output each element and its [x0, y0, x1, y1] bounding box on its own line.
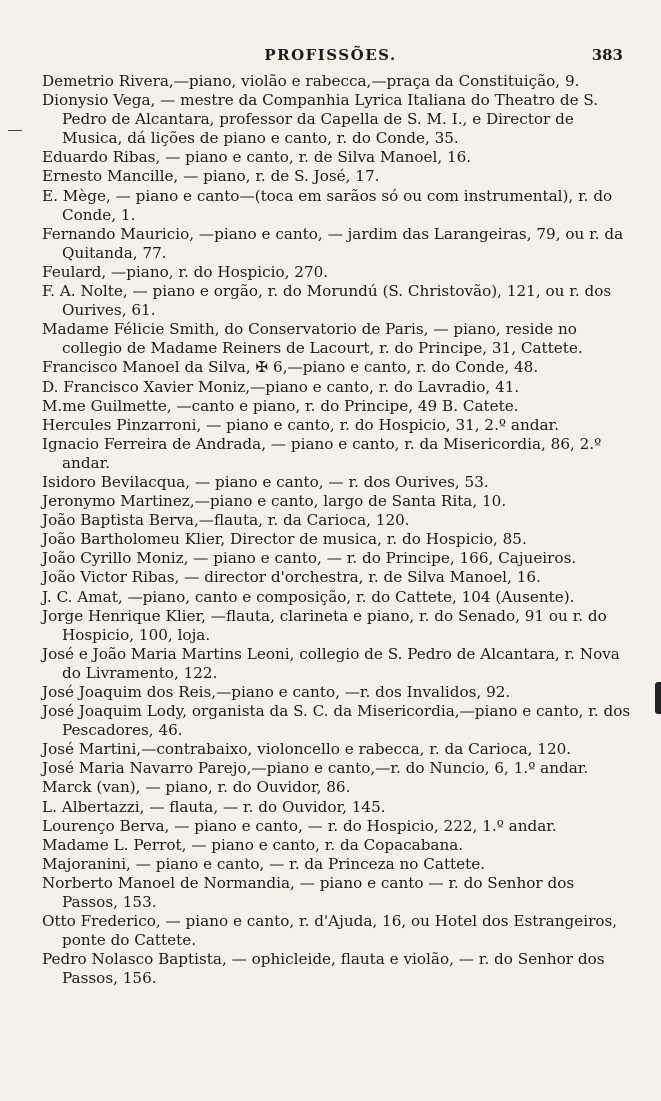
- list-item: João Bartholomeu Klier, Director de musica, r. do Hospicio, 85.: [42, 530, 527, 549]
- list-item: Eduardo Ribas, — piano e canto, r. de Silva Manoel, 16.: [42, 148, 472, 167]
- list-item: José Martini,—contrabaixo, violoncello e rabecca, r. da Carioca, 120.: [42, 740, 572, 759]
- list-item: Ignacio Ferreira de Andrada, — piano e canto, r. da Misericordia, 86, 2.º andar.: [42, 434, 602, 472]
- list-item: Fernando Mauricio, —piano e canto, — jardim das Larangeiras, 79, ou r. da Quitanda, 77.: [42, 224, 624, 262]
- list-item: Demetrio Rivera,—piano, violão e rabecca,—praça da Constituição, 9.: [42, 72, 580, 90]
- list-item: Isidoro Bevilacqua, — piano e canto, — r. dos Ourives, 53.: [42, 472, 489, 491]
- page-header: [30, 42, 631, 66]
- list-item: Otto Frederico, — piano e canto, r. d'Ajuda, 16, ou Hotel dos Estrangeiros, ponte do Cattete.: [42, 912, 618, 950]
- list-item: D. Francisco Xavier Moniz,—piano e canto, r. do Lavradio, 41.: [42, 377, 520, 396]
- list-item: João Baptista Berva,—flauta, r. da Carioca, 120.: [42, 511, 410, 530]
- list-item: José e João Maria Martins Leoni, collegio de S. Pedro de Alcantara, r. Nova do Livramento, 122.: [42, 644, 620, 682]
- list-item: João Victor Ribas, — director d'orchestra, r. de Silva Manoel, 16.: [42, 568, 541, 587]
- page-number: 383: [591, 46, 623, 64]
- list-item: J. C. Amat, —piano, canto e composição, r. do Cattete, 104 (Ausente).: [42, 587, 575, 606]
- list-item: F. A. Nolte, — piano e orgão, r. do Morundú (S. Christovão), 121, ou r. dos Ourives, 61.: [42, 282, 612, 320]
- list-item: Feulard, —piano, r. do Hospicio, 270.: [42, 262, 329, 281]
- list-item: Majoranini, — piano e canto, — r. da Princeza no Cattete.: [42, 854, 486, 873]
- list-item: Dionysio Vega, — mestre da Companhia Lyrica Italiana do Theatro de S. Pedro de Alcantara, professor da Capella de S. M. I., e Director de Musica, dá lições de piano e canto, r. do Conde, 35.: [42, 91, 599, 148]
- list-item: Jorge Henrique Klier, —flauta, clarineta e piano, r. do Senado, 91 ou r. do Hospicio, 100, loja.: [42, 606, 607, 644]
- page-edge-mark: [655, 682, 661, 714]
- list-item: E. Mège, — piano e canto—(toca em sarãos só ou com instrumental), r. do Conde, 1.: [42, 186, 613, 224]
- list-item: José Joaquim dos Reis,—piano e canto, —r. dos Invalidos, 92.: [42, 683, 511, 701]
- list-item: Madame Félicie Smith, do Conservatorio de Paris, — piano, reside no collegio de Madame Reiners de Lacourt, r. do Principe, 31, Cattete.: [42, 320, 583, 358]
- list-item: Lourenço Berva, — piano e canto, — r. do Hospicio, 222, 1.º andar.: [42, 816, 557, 835]
- list-item: Madame L. Perrot, — piano e canto, r. da Copacabana.: [42, 835, 464, 854]
- list-item: José Joaquim Lody, organista da S. C. da Misericordia,—piano e canto, r. dos Pescadores, 46.: [42, 702, 631, 740]
- list-item: Jeronymo Martinez,—piano e canto, largo de Santa Rita, 10.: [42, 492, 507, 511]
- list-item: L. Albertazzi, — flauta, — r. do Ouvidor, 145.: [42, 797, 386, 816]
- margin-mark: [8, 130, 22, 131]
- list-item: Norberto Manoel de Normandia, — piano e canto — r. do Senhor dos Passos, 153.: [42, 873, 575, 912]
- list-item: Marck (van), — piano, r. do Ouvidor, 86.: [42, 778, 351, 797]
- list-item: José Maria Navarro Parejo,—piano e canto,—r. do Nuncio, 6, 1.º andar.: [42, 759, 589, 778]
- list-item: M.me Guilmette, —canto e piano, r. do Principe, 49 B. Catete.: [42, 396, 519, 415]
- running-title: PROFISSÕES.: [264, 46, 397, 64]
- directory-entries: [30, 72, 631, 989]
- list-item: Pedro Nolasco Baptista, — ophicleide, flauta e violão, — r. do Senhor dos Passos, 156.: [42, 950, 605, 988]
- list-item: Ernesto Mancille, — piano, r. de S. José, 17.: [42, 167, 380, 186]
- list-item: Hercules Pinzarroni, — piano e canto, r. do Hospicio, 31, 2.º andar.: [42, 415, 559, 434]
- list-item: Francisco Manoel da Silva, ✠ 6,—piano e canto, r. do Conde, 48.: [42, 358, 539, 377]
- list-item: João Cyrillo Moniz, — piano e canto, — r. do Principe, 166, Cajueiros.: [42, 549, 577, 568]
